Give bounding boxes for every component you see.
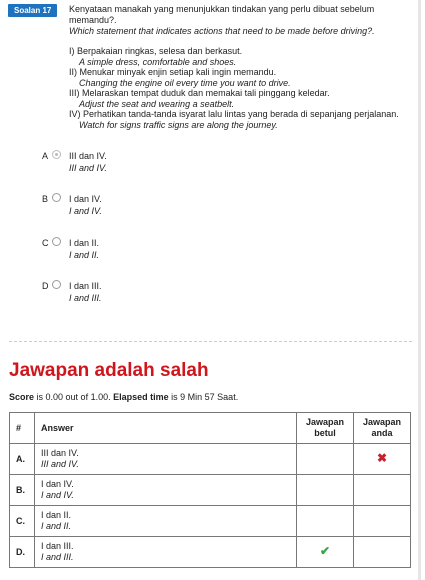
score-line xyxy=(9,392,238,402)
row-correct-cell xyxy=(297,475,354,506)
question-text xyxy=(69,4,415,37)
option-c-text xyxy=(69,237,99,261)
option-letter: B xyxy=(42,194,49,204)
row-num: D. xyxy=(10,537,35,568)
header-yours: Jawapan anda xyxy=(354,413,411,444)
option-b-text xyxy=(69,193,102,217)
row-answer xyxy=(35,506,297,537)
option-c-radio[interactable] xyxy=(52,237,61,246)
question-number-badge: Soalan 17 xyxy=(8,4,57,17)
table-header-row xyxy=(10,413,411,444)
row-yours-cell xyxy=(354,506,411,537)
row-answer xyxy=(35,444,297,475)
statement-list xyxy=(69,46,419,130)
option-b-radio[interactable] xyxy=(52,193,61,202)
option-d-en: I and III. xyxy=(69,293,102,303)
score-label: Score xyxy=(9,392,35,402)
row-yours-cell xyxy=(354,537,411,568)
option-b-ms: I dan IV. xyxy=(69,194,102,204)
table-row xyxy=(10,537,411,568)
row-num: A. xyxy=(10,444,35,475)
statement-2-en: Changing the engine oil every time you want to drive. xyxy=(79,77,291,88)
option-a-ms: III dan IV. xyxy=(69,151,107,161)
question-text-en: Which statement that indicates actions that need to be made before driving?. xyxy=(69,26,375,36)
option-d-text xyxy=(69,280,102,304)
statement-4-en: Watch for signs traffic signs are along the journey. xyxy=(79,119,278,130)
header-answer: Answer xyxy=(35,413,297,444)
statement-4-ms: IV) Perhatikan tanda-tanda isyarat lalu lintas yang berada di sepanjang perjalanan. xyxy=(69,109,399,119)
result-title: Jawapan adalah salah xyxy=(9,360,209,381)
statement-3-en: Adjust the seat and wearing a seatbelt. xyxy=(79,98,235,109)
row-answer-en: I and II. xyxy=(41,521,72,531)
row-yours-cell xyxy=(354,444,411,475)
row-yours-cell xyxy=(354,475,411,506)
row-answer xyxy=(35,475,297,506)
option-letter: A xyxy=(42,151,49,161)
table-row xyxy=(10,506,411,537)
table-row xyxy=(10,475,411,506)
answer-table xyxy=(9,412,411,568)
row-answer-ms: I dan III. xyxy=(41,541,74,551)
option-letter: D xyxy=(42,281,49,291)
row-answer-ms: III dan IV. xyxy=(41,448,79,458)
elapsed-label: Elapsed time xyxy=(113,392,169,402)
statement-1-ms: I) Berpakaian ringkas, selesa dan berkasut. xyxy=(69,46,243,56)
row-answer-ms: I dan II. xyxy=(41,510,72,520)
header-num: # xyxy=(10,413,35,444)
statement-1-en: A simple dress, comfortable and shoes. xyxy=(79,56,237,67)
checkmark-icon: ✔ xyxy=(319,544,331,558)
row-answer-en: I and III. xyxy=(41,552,74,562)
score-value: is 0.00 out of 1.00. xyxy=(36,392,111,402)
row-answer-en: I and IV. xyxy=(41,490,74,500)
cross-icon: ✖ xyxy=(376,451,388,465)
elapsed-value: is 9 Min 57 Saat. xyxy=(171,392,239,402)
option-d-radio[interactable] xyxy=(52,280,61,289)
option-a-en: III and IV. xyxy=(69,163,107,173)
row-correct-cell xyxy=(297,537,354,568)
option-b-en: I and IV. xyxy=(69,206,102,216)
row-answer-ms: I dan IV. xyxy=(41,479,74,489)
option-c-ms: I dan II. xyxy=(69,238,100,248)
option-c-en: I and II. xyxy=(69,250,100,260)
row-answer-en: III and IV. xyxy=(41,459,79,469)
row-correct-cell xyxy=(297,506,354,537)
section-divider xyxy=(9,341,412,342)
row-num: C. xyxy=(10,506,35,537)
header-correct: Jawapan betul xyxy=(297,413,354,444)
row-correct-cell xyxy=(297,444,354,475)
option-d-ms: I dan III. xyxy=(69,281,102,291)
row-num: B. xyxy=(10,475,35,506)
statement-3-ms: III) Melaraskan tempat duduk dan memakai tali pinggang keledar. xyxy=(69,88,330,98)
option-a-radio[interactable] xyxy=(52,150,61,159)
table-row xyxy=(10,444,411,475)
statement-2-ms: II) Menukar minyak enjin setiap kali ingin memandu. xyxy=(69,67,277,77)
option-a-text xyxy=(69,150,107,174)
question-text-ms: Kenyataan manakah yang menunjukkan tindakan yang perlu dibuat sebelum memandu?. xyxy=(69,4,375,25)
option-letter: C xyxy=(42,238,49,248)
row-answer xyxy=(35,537,297,568)
